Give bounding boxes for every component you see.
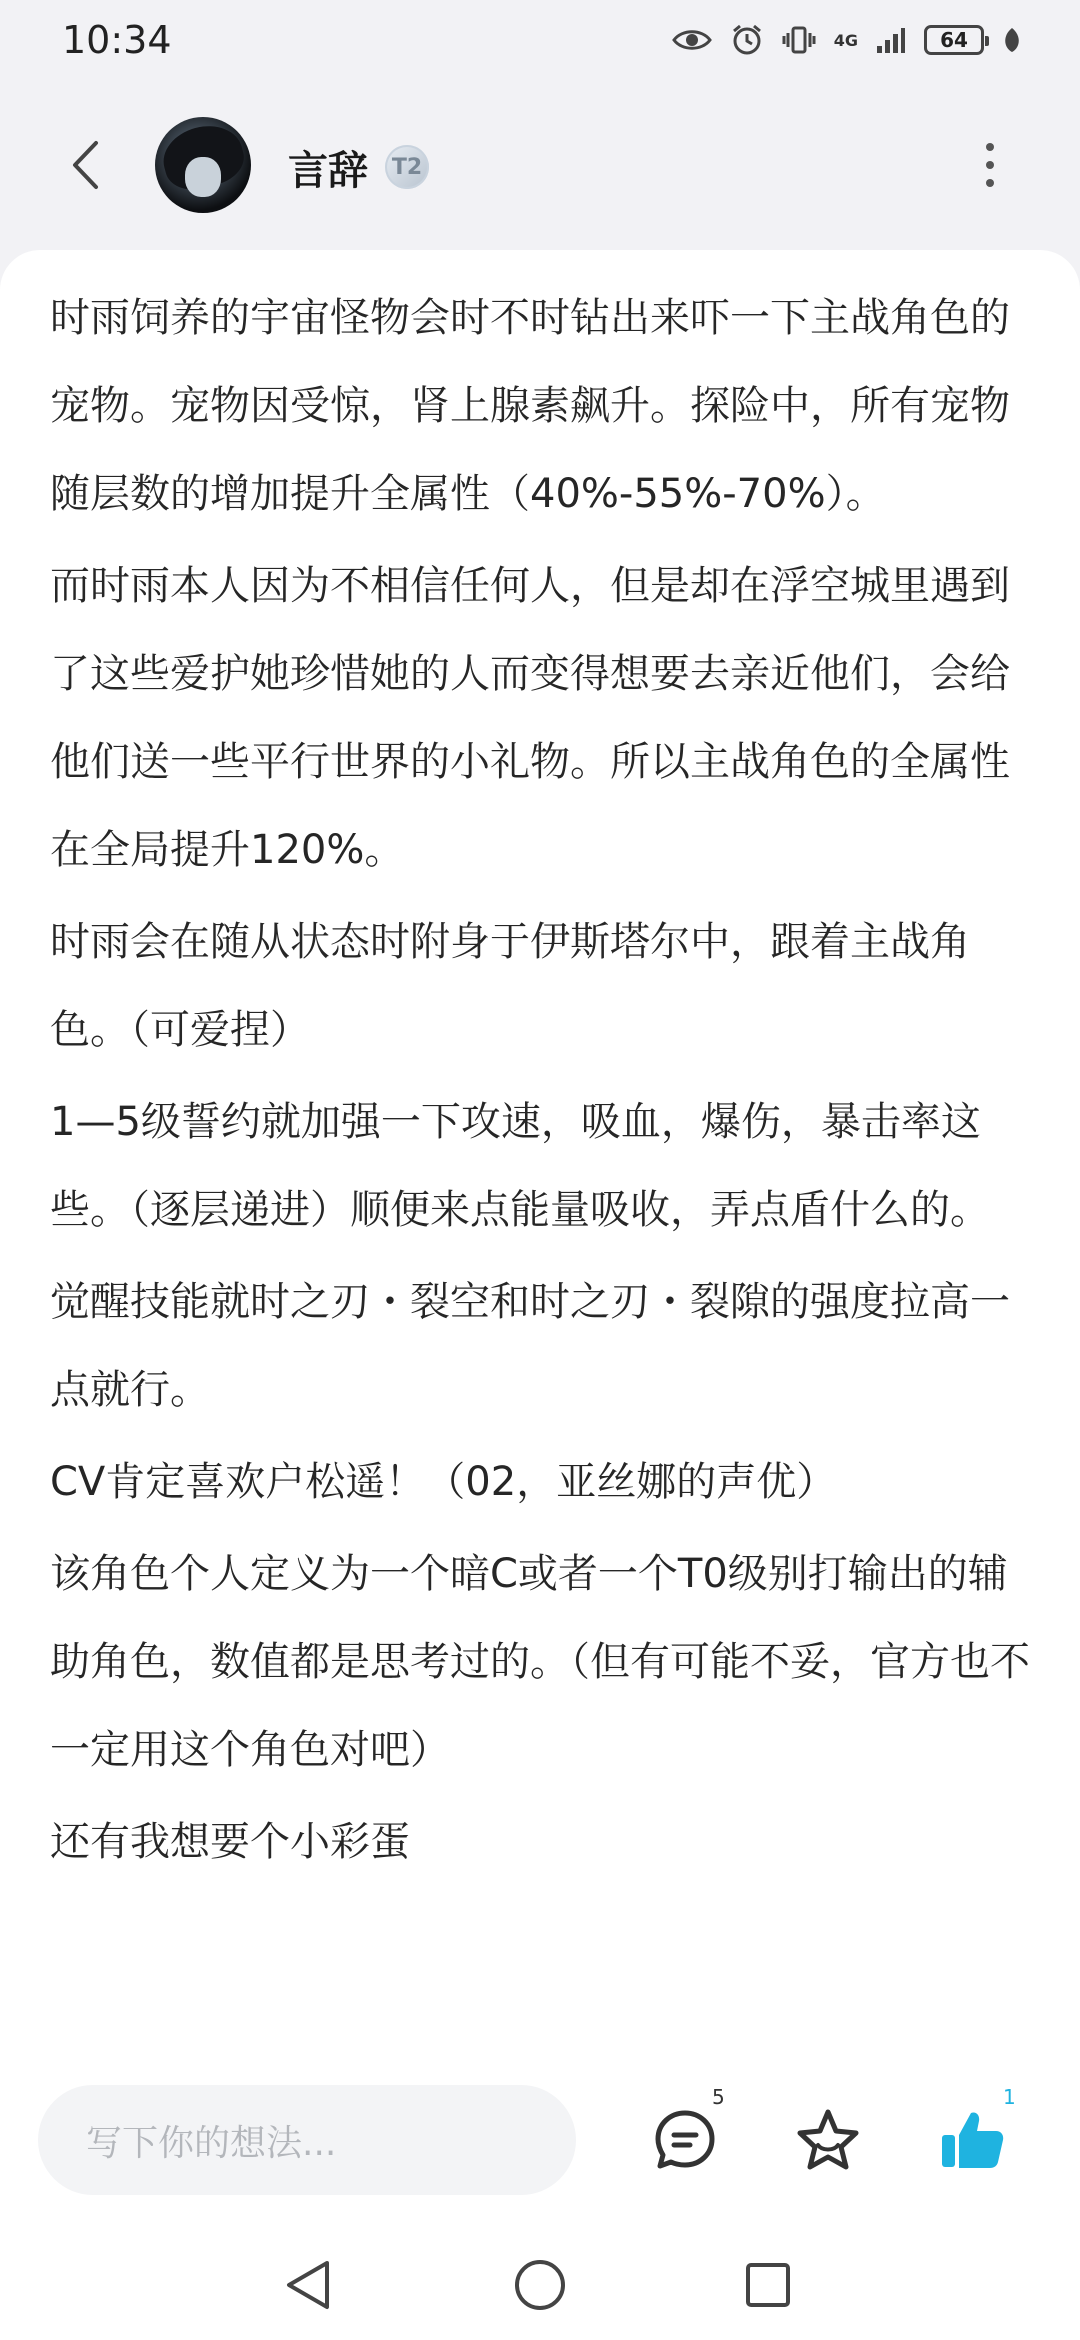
paragraph: CV肯定喜欢户松遥！（02，亚丝娜的声优） [50,1459,837,1505]
user-name[interactable]: 言辞 [288,148,368,194]
chevron-left-icon [70,140,100,190]
paragraph: 1—5级誓约就加强一下攻速，吸血，爆伤，暴击率这些。（逐层递进）顺便来点能量吸收，弄点盾什么的。 [50,1099,990,1233]
comment-input[interactable] [38,2085,576,2195]
signal-icon [876,26,906,54]
more-dot-icon [986,143,994,151]
system-nav-bar [0,2225,1080,2340]
paragraph: 而时雨本人因为不相信任何人，但是却在浮空城里遇到了这些爱护她珍惜她的人而变得想要去亲近他们，会给他们送一些平行世界的小礼物。所以主战角色的全属性在全局提升120%。 [50,563,1010,873]
paragraph: 觉醒技能就时之刃・裂空和时之刃・裂隙的强度拉高一点就行。 [50,1279,1010,1413]
eye-icon [672,27,712,53]
comment-placeholder: 写下你的想法... [86,2122,337,2164]
back-button[interactable] [55,135,115,195]
more-dot-icon [986,179,994,187]
bottom-action-bar [0,2055,1080,2225]
more-options-button[interactable] [970,135,1010,195]
battery-level: 64 [940,28,968,52]
comment-count: 5 [712,2085,725,2109]
nav-back-button[interactable] [273,2250,343,2320]
nav-home-button[interactable] [505,2250,575,2320]
post-content[interactable] [0,250,1080,2055]
status-time: 10:34 [62,18,172,62]
comment-button[interactable] [645,2100,725,2180]
alarm-icon [730,23,764,57]
level-badge: T2 [385,145,429,189]
square-recents-icon [744,2261,792,2309]
status-icons [672,23,1022,57]
avatar[interactable] [155,117,251,213]
paragraph: 该角色个人定义为一个暗C或者一个T0级别打输出的辅助角色，数值都是思考过的。（但有可能不妥，官方也不一定用这个角色对吧） [50,1551,1030,1773]
status-bar [0,0,1080,80]
circle-home-icon [513,2258,567,2312]
battery-icon [924,25,984,55]
like-button[interactable] [932,2100,1012,2180]
post-header [0,95,1080,235]
nav-recents-button[interactable] [733,2250,803,2320]
leaf-icon [1002,26,1022,54]
comment-icon [652,2107,718,2173]
star-icon [794,2107,862,2173]
post-body [0,250,1080,1886]
triangle-back-icon [283,2259,333,2311]
paragraph: 还有我想要个小彩蛋 [50,1819,410,1865]
more-dot-icon [986,161,994,169]
paragraph: 时雨饲养的宇宙怪物会时不时钻出来吓一下主战角色的宠物。宠物因受惊，肾上腺素飙升。探险中，所有宠物随层数的增加提升全属性（40%-55%-70%）。 [50,295,1010,517]
vibrate-icon [782,25,816,55]
favorite-button[interactable] [788,2100,868,2180]
paragraph: 时雨会在随从状态时附身于伊斯塔尔中，跟着主战角色。（可爱捏） [50,919,970,1053]
network-type: 4G [833,30,858,50]
like-count: 1 [1003,2085,1016,2109]
thumbs-up-icon [938,2107,1006,2173]
